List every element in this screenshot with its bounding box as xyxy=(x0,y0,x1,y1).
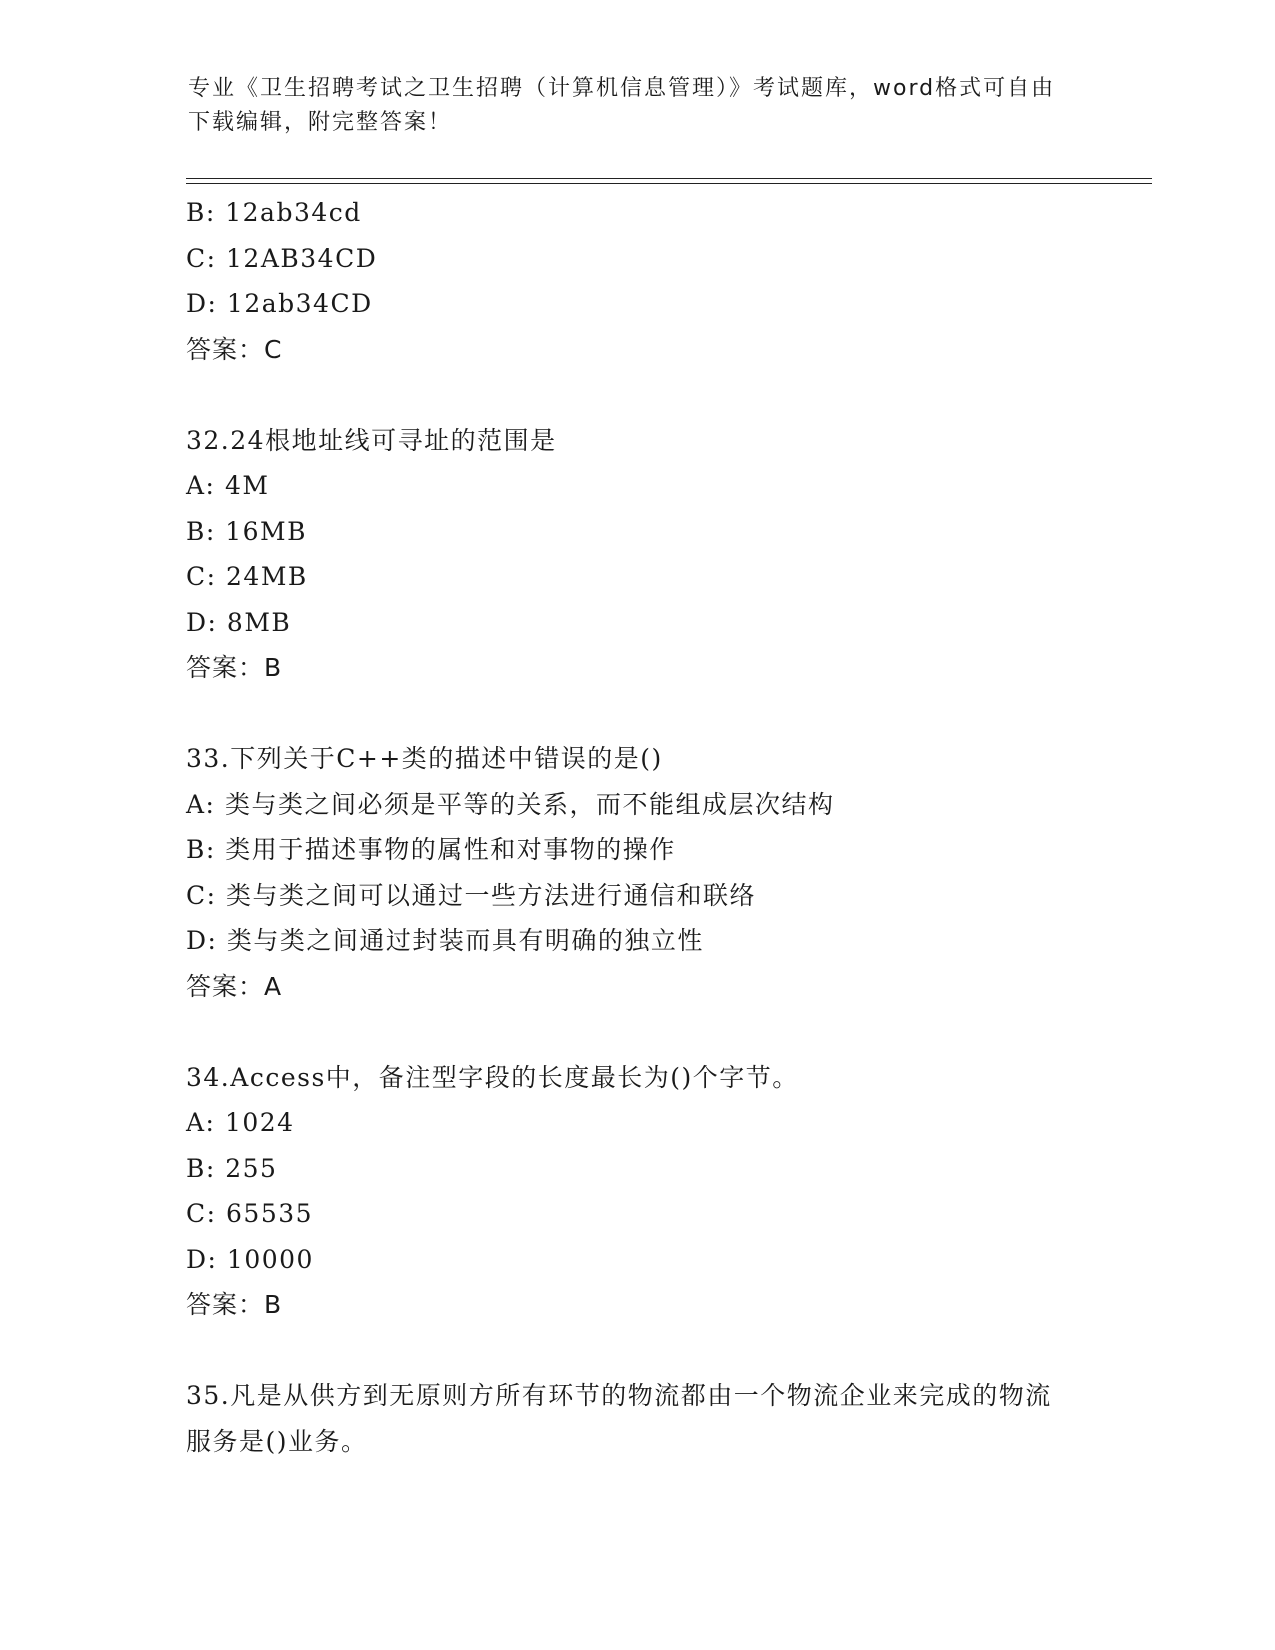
option-c xyxy=(186,236,1136,282)
option-b xyxy=(186,1146,1136,1192)
option-text: 类与类之间必须是平等的关系，而不能组成层次结构 xyxy=(224,789,835,819)
question-34 xyxy=(186,1055,1136,1328)
option-c xyxy=(186,873,1136,919)
option-label: C: xyxy=(186,1199,217,1228)
option-label: A: xyxy=(186,471,216,500)
option-d xyxy=(186,600,1136,646)
question-stem: 33.下列关于C++类的描述中错误的是() xyxy=(186,744,663,773)
option-a xyxy=(186,782,1136,828)
option-d xyxy=(186,281,1136,327)
question-32 xyxy=(186,418,1136,691)
option-text: 类与类之间通过封装而具有明确的独立性 xyxy=(226,926,704,955)
option-label: A: xyxy=(186,1108,216,1137)
question-35 xyxy=(186,1373,1136,1464)
option-label: A: xyxy=(186,789,216,819)
option-label: C: xyxy=(186,562,217,591)
spacer xyxy=(186,691,1136,737)
question-stem: 32.24根地址线可寻址的范围是 xyxy=(186,425,557,455)
option-text: 类与类之间可以通过一些方法进行通信和联络 xyxy=(226,880,757,910)
option-text: 1024 xyxy=(224,1108,295,1137)
option-d xyxy=(186,1237,1136,1283)
answer-line: 答案：B xyxy=(186,1290,283,1319)
option-c xyxy=(186,1191,1136,1237)
option-text: 12AB34CD xyxy=(226,243,378,273)
answer-line: 答案：B xyxy=(186,653,283,682)
option-b xyxy=(186,190,1136,236)
question-31-continued xyxy=(186,190,1136,372)
option-text: 16MB xyxy=(225,516,308,546)
option-d xyxy=(186,918,1136,964)
option-label: B: xyxy=(186,198,216,227)
option-text: 12ab34cd xyxy=(225,198,362,227)
option-label: D: xyxy=(186,607,218,637)
option-text: 4M xyxy=(224,471,270,500)
option-text: 10000 xyxy=(226,1244,314,1274)
header-divider-bottom xyxy=(186,183,1152,184)
answer-line: 答案：A xyxy=(186,971,283,1001)
option-text: 255 xyxy=(225,1153,278,1183)
question-list xyxy=(186,190,1136,1464)
question-stem: 35.凡是从供方到无原则方所有环节的物流都由一个物流企业来完成的物流服务是()业务。 xyxy=(186,1381,1052,1456)
question-stem: 34.Access中，备注型字段的长度最长为()个字节。 xyxy=(186,1062,799,1092)
document-header: 专业《卫生招聘考试之卫生招聘（计算机信息管理）》考试题库，word格式可自由下载编辑，附完整答案！ xyxy=(188,76,1056,135)
option-b xyxy=(186,509,1136,555)
option-text: 8MB xyxy=(226,607,292,637)
option-c xyxy=(186,554,1136,600)
option-label: B: xyxy=(186,516,216,546)
spacer xyxy=(186,1009,1136,1055)
option-label: C: xyxy=(186,243,217,273)
option-label: C: xyxy=(186,880,217,910)
spacer xyxy=(186,1328,1136,1374)
question-33 xyxy=(186,736,1136,1009)
option-text: 类用于描述事物的属性和对事物的操作 xyxy=(225,835,676,864)
option-b xyxy=(186,827,1136,873)
header-divider-top xyxy=(186,178,1152,179)
option-label: D: xyxy=(186,926,218,955)
answer-line: 答案：C xyxy=(186,334,283,364)
option-a xyxy=(186,1100,1136,1146)
option-text: 65535 xyxy=(226,1199,314,1228)
option-label: B: xyxy=(186,1153,216,1183)
option-text: 24MB xyxy=(226,562,308,591)
option-text: 12ab34CD xyxy=(226,289,373,318)
option-a xyxy=(186,463,1136,509)
option-label: D: xyxy=(186,1244,218,1274)
option-label: B: xyxy=(186,835,216,864)
option-label: D: xyxy=(186,289,218,318)
spacer xyxy=(186,372,1136,418)
